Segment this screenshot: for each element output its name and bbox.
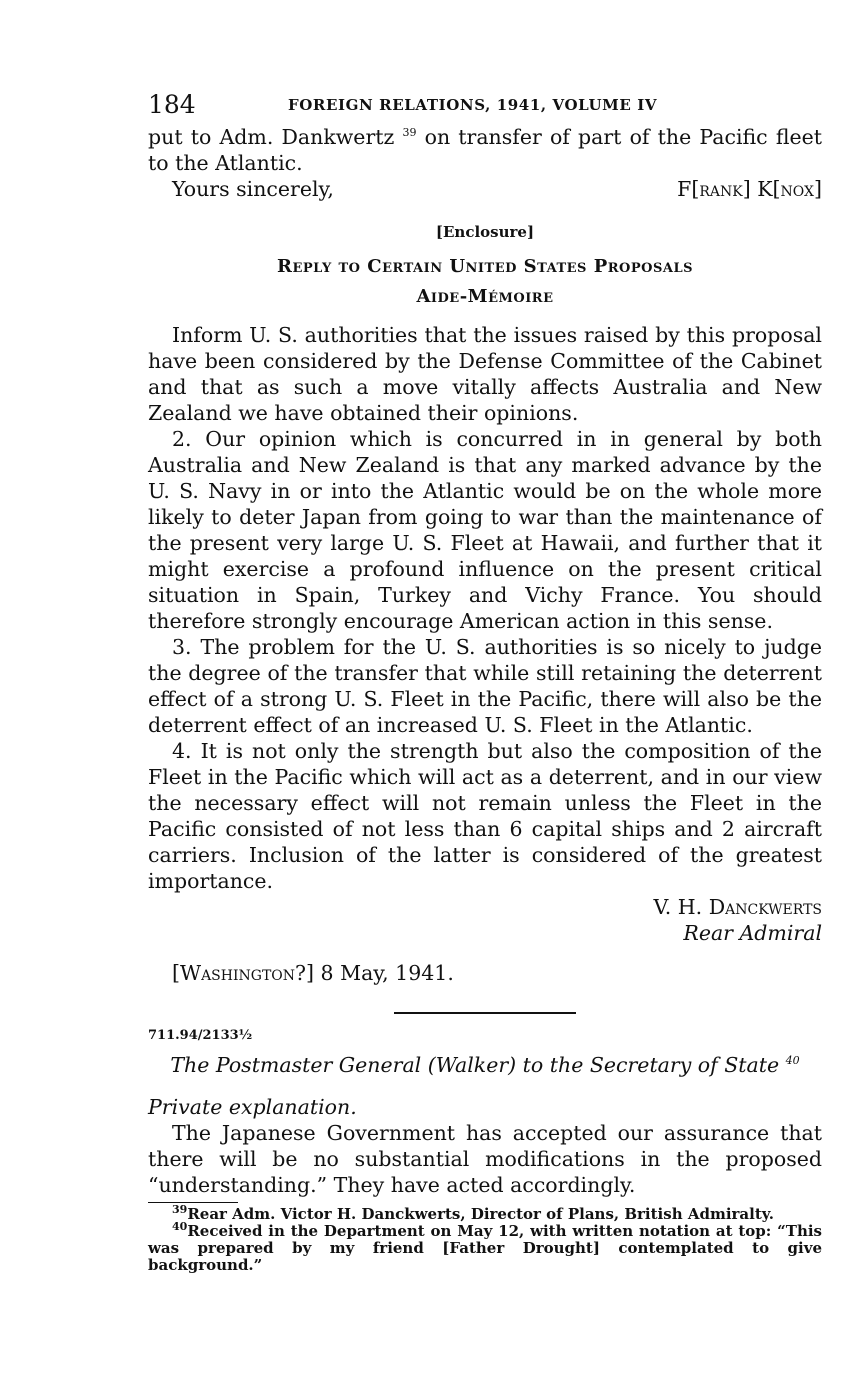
- section-divider: [394, 1012, 576, 1014]
- page-number: 184: [148, 90, 196, 119]
- paragraph-3: 3. The problem for the U. S. authorities is so nicely to judge the degree of the transfer that while still retaining the deterrent effect of a strong U. S. Fleet in the Pacific, there will also be the deterrent effect of an increased U. S. Fleet in the Atlantic.: [148, 635, 822, 737]
- continuation-text-after: on transfer of part of the Pacific fleet to the Atlantic.: [148, 125, 822, 175]
- footnote-40: [148, 1220, 822, 1274]
- dateline-date: 8 May, 1941.: [314, 961, 454, 985]
- dateline-place: [Washington?]: [172, 961, 314, 985]
- footnote-ref-39: 39: [402, 126, 417, 140]
- salutation: Yours sincerely,: [172, 177, 334, 201]
- paragraph-1: Inform U. S. authorities that the issues raised by this proposal have been considered by the Defense Committee of the Cabinet and that as such a move vitally affects Australia and New Zealand we have obtained their opinions.: [148, 323, 822, 425]
- running-title: FOREIGN RELATIONS, 1941, VOLUME IV: [288, 96, 658, 114]
- file-number: 711.94/2133½: [148, 1028, 253, 1043]
- document-title-text: The Postmaster General (Walker) to the Secretary of State: [170, 1053, 780, 1077]
- closing-row: [148, 176, 822, 202]
- footnote-40-text: Received in the Department on May 12, with written notation at top: “This was prepared by my friend [Father Drought] contemplated to give background.”: [148, 1222, 822, 1274]
- signer-name: V. H. Danckwerts: [653, 895, 822, 919]
- footnote-40-number: 40: [172, 1220, 188, 1233]
- document-title: [148, 1050, 822, 1080]
- continuation-text-before: put to Adm. Dankwertz: [148, 125, 395, 149]
- paragraph-2: 2. Our opinion which is concurred in in general by both Australia and New Zealand is that any marked advance by the U. S. Navy in or into the Atlantic would be on the whole more likely to deter Japan from going to war than the maintenance of the present very large U. S. Fleet at Hawaii, and further that it might exercise a profound influence on the present critical situation in Spain, Turkey and Vichy France. You should therefore strongly encourage American action in this sense.: [148, 427, 822, 633]
- document-page: [148, 90, 822, 1274]
- enclosure-label: [Enclosure]: [435, 223, 535, 241]
- footnote-39-text: Rear Adm. Victor H. Danckwerts, Director of Plans, British Admiralty.: [187, 1205, 774, 1223]
- paragraph-4: 4. It is not only the strength but also the composition of the Fleet in the Pacific which will act as a deterrent, and in our view the necessary effect will not remain unless the Fleet in the Pacific consisted of not less than 6 capital ships and 2 aircraft carriers. Inclusion of the latter is considered of the greatest importance.: [148, 739, 822, 893]
- enclosure-title: Reply to Certain United States Proposals: [277, 256, 693, 277]
- dateline: [148, 960, 822, 986]
- footnote-ref-40: 40: [785, 1054, 800, 1068]
- footnote-39-number: 39: [172, 1203, 188, 1216]
- enclosure-subtitle: Aide-Mémoire: [416, 286, 554, 307]
- footnote-39: [148, 1203, 822, 1223]
- page-header: [148, 90, 822, 124]
- private-note: Private explanation.: [148, 1095, 357, 1119]
- body-paragraph: The Japanese Government has accepted our assurance that there will be no substantial modifications in the proposed “understanding.” They have acted accordingly.: [148, 1121, 822, 1197]
- footnote-rule: [148, 1202, 238, 1203]
- signature: F[rank] K[nox]: [677, 177, 822, 201]
- signer-rank: Rear Admiral: [683, 921, 822, 945]
- continuation-paragraph: [148, 124, 822, 176]
